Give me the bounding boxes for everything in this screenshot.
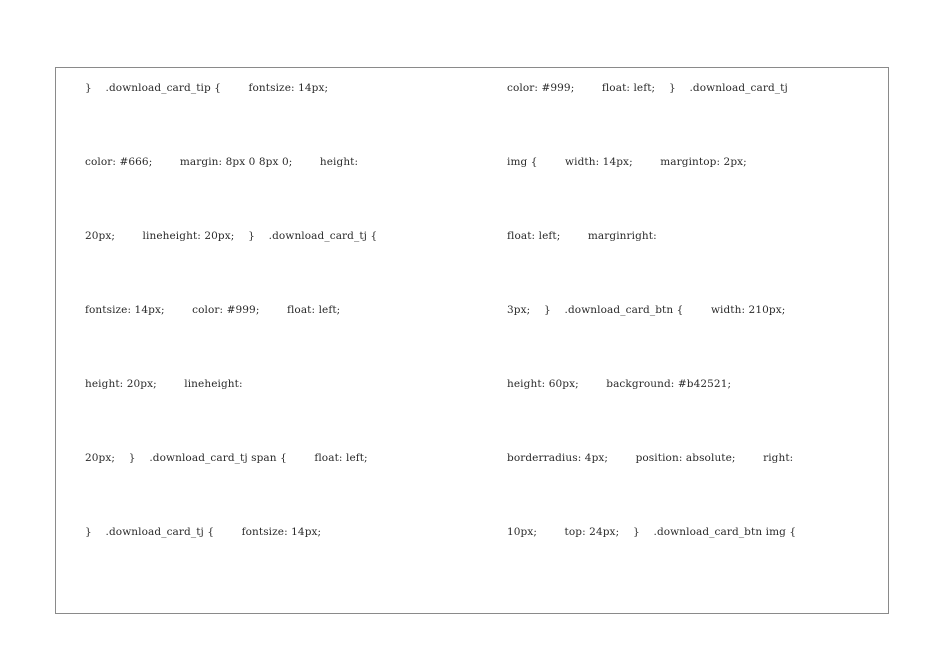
text-line: 10px; top: 24px; } .download_card_btn img { xyxy=(507,526,797,538)
text-line: color: #666; margin: 8px 0 8px 0; height: xyxy=(85,156,359,168)
text-line: 20px; lineheight: 20px; } .download_card_tj { xyxy=(85,230,378,242)
text-line: color: #999; float: left; } .download_card_tj xyxy=(507,82,788,94)
text-line: } .download_card_tip { fontsize: 14px; xyxy=(85,82,329,94)
text-line: height: 60px; background: #b42521; xyxy=(507,378,732,390)
text-line: borderradius: 4px; position: absolute; right: xyxy=(507,452,794,464)
text-line: 20px; } .download_card_tj span { float: left; xyxy=(85,452,368,464)
text-line: height: 20px; lineheight: xyxy=(85,378,243,390)
text-line: img { width: 14px; margintop: 2px; xyxy=(507,156,747,168)
text-line: } .download_card_tj { fontsize: 14px; xyxy=(85,526,322,538)
text-line: fontsize: 14px; color: #999; float: left; xyxy=(85,304,341,316)
document-frame xyxy=(55,67,889,614)
text-line: 3px; } .download_card_btn { width: 210px; xyxy=(507,304,786,316)
text-line: float: left; marginright: xyxy=(507,230,657,242)
